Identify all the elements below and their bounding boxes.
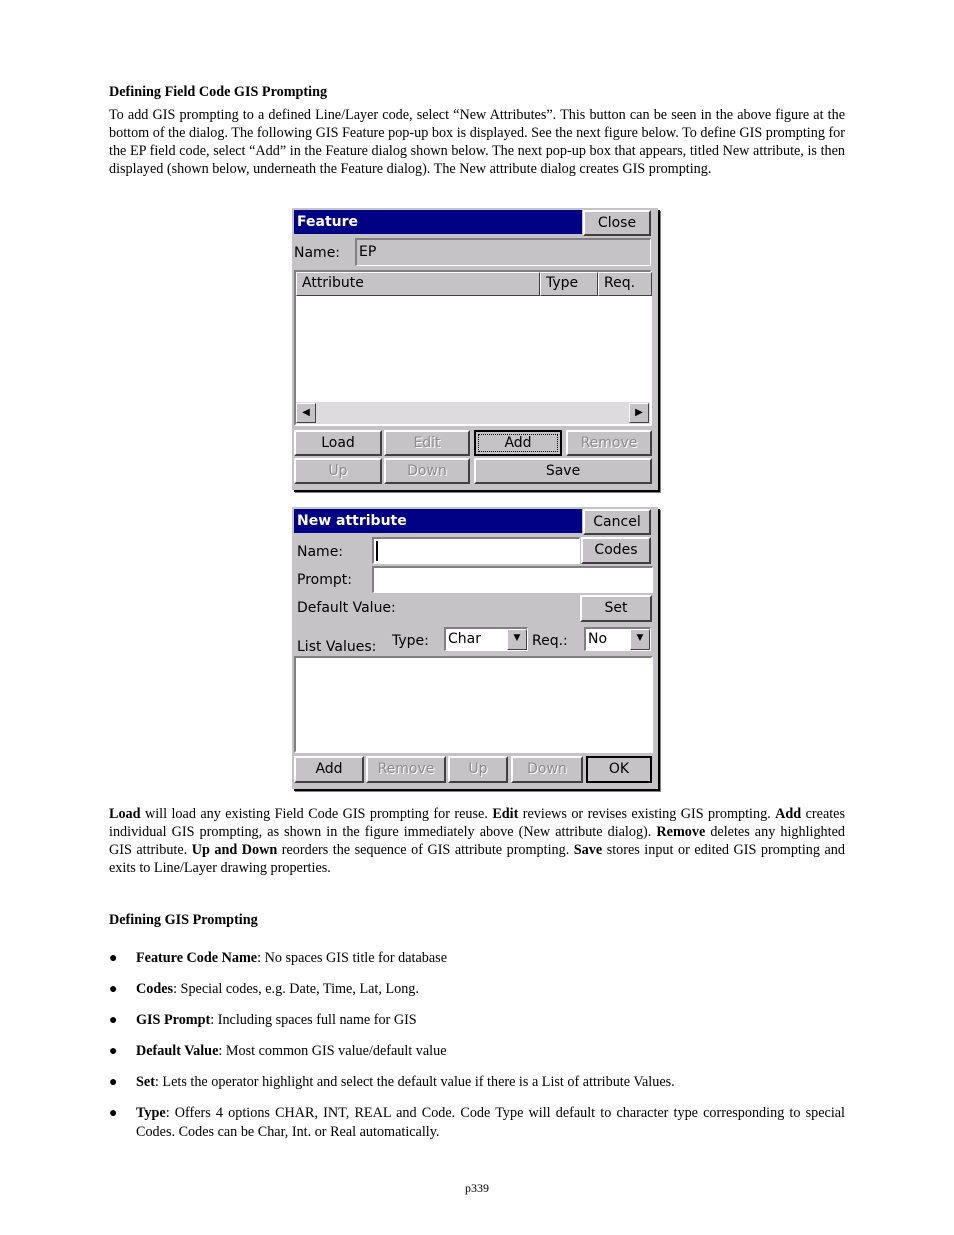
attr-name-input[interactable] <box>372 537 580 564</box>
req-label: Req.: <box>532 633 568 649</box>
term-up-down: Up and Down <box>191 842 278 858</box>
scroll-right-icon[interactable]: ▶ <box>629 403 649 423</box>
column-header-type[interactable]: Type <box>540 272 598 296</box>
ok-button[interactable]: OK <box>586 756 652 783</box>
bullet-icon: ● <box>109 982 118 997</box>
new-attribute-dialog <box>292 507 658 789</box>
up-button[interactable]: Up <box>294 458 382 484</box>
term-remove: Remove <box>656 824 706 840</box>
feature-name-label: Name: <box>294 245 341 261</box>
attr-remove-button[interactable]: Remove <box>366 756 446 783</box>
prompt-input[interactable] <box>372 566 653 593</box>
type-label: Type: <box>392 633 429 649</box>
term-load: Load <box>109 806 141 822</box>
section-heading-gis-prompting: Defining GIS Prompting <box>109 912 258 928</box>
codes-button[interactable]: Codes <box>581 537 651 564</box>
attr-name-label: Name: <box>297 544 344 560</box>
new-attribute-dialog-title: New attribute <box>294 509 582 533</box>
bullet-icon: ● <box>109 1106 118 1121</box>
attr-down-button[interactable]: Down <box>511 756 583 783</box>
type-dropdown-arrow-icon[interactable]: ▼ <box>507 629 527 650</box>
type-select[interactable] <box>444 627 528 651</box>
default-value-label: Default Value: <box>297 600 396 616</box>
horizontal-scrollbar[interactable] <box>296 402 650 424</box>
bullet-icon: ● <box>109 1075 118 1090</box>
prompt-label: Prompt: <box>297 572 352 588</box>
req-select-value: No <box>588 631 608 647</box>
term-add: Add <box>775 806 802 822</box>
term-edit: Edit <box>492 806 519 822</box>
scroll-left-icon[interactable]: ◀ <box>296 403 316 423</box>
intro-paragraph: To add GIS prompting to a defined Line/Layer code, select “New Attributes”. This button can be seen in the above figure at the bottom of the dialog. The following GIS Feature pop-up box is displayed. See the next figure below. To define GIS prompting for the EP field code, select “Add” in the Feature dialog shown below. The next pop-up box that appears, titled New attribute, is then displayed (shown below, underneath the Feature dialog). The New attribute dialog creates GIS prompting. <box>109 107 845 177</box>
feature-dialog <box>292 208 658 490</box>
buttons-description-paragraph: Load will load any existing Field Code GIS prompting for reuse. Edit reviews or revises existing GIS prompting. Add creates individual GIS prompting, as shown in the figure immediately above (New attribute dialog). Remove deletes any highlighted GIS attribute. Up and Down reorders the sequence of GIS attribute prompting. Save stores input or edited GIS prompting and exits to Line/Layer drawing properties. <box>109 806 845 876</box>
text-cursor <box>376 541 378 561</box>
close-button[interactable]: Close <box>583 210 651 236</box>
req-select[interactable] <box>584 627 651 651</box>
bullet-icon: ● <box>109 1013 118 1028</box>
column-header-attribute[interactable]: Attribute <box>296 272 540 296</box>
list-values-box[interactable] <box>294 656 653 753</box>
attr-up-button[interactable]: Up <box>448 756 508 783</box>
remove-button[interactable]: Remove <box>566 430 652 456</box>
list-values-label: List Values: <box>297 639 377 655</box>
attribute-list[interactable] <box>294 270 652 426</box>
cancel-button[interactable]: Cancel <box>583 509 651 535</box>
section-heading-field-code: Defining Field Code GIS Prompting <box>109 84 328 100</box>
attr-add-button[interactable]: Add <box>294 756 364 783</box>
load-button[interactable]: Load <box>294 430 382 456</box>
save-button[interactable]: Save <box>474 458 652 484</box>
bullet-icon: ● <box>109 1044 118 1059</box>
type-select-value: Char <box>448 631 481 647</box>
term-save: Save <box>573 842 603 858</box>
page-number: p339 <box>465 1181 489 1195</box>
bullet-icon: ● <box>109 951 118 966</box>
down-button[interactable]: Down <box>384 458 470 484</box>
add-button[interactable]: Add <box>474 430 562 456</box>
column-header-req[interactable]: Req. <box>598 272 652 296</box>
req-dropdown-arrow-icon[interactable]: ▼ <box>630 629 650 650</box>
set-button[interactable]: Set <box>580 595 652 622</box>
feature-dialog-title: Feature <box>294 210 582 234</box>
feature-name-field[interactable]: EP <box>355 238 651 266</box>
edit-button[interactable]: Edit <box>384 430 470 456</box>
